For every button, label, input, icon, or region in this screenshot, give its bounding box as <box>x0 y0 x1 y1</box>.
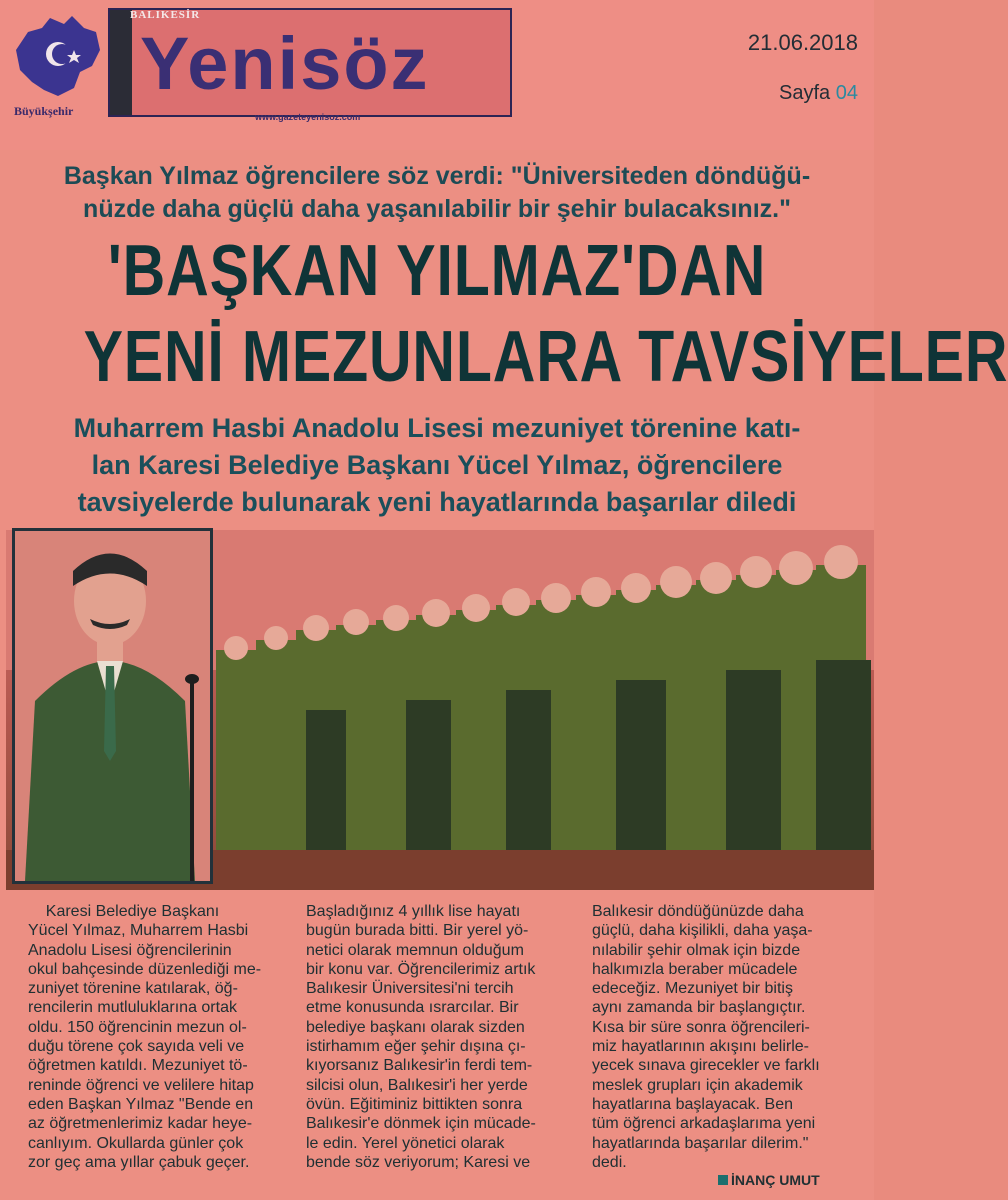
newspaper-name: Yenisöz <box>140 22 430 105</box>
headline-line: 'BAŞKAN YILMAZ'DAN <box>107 231 767 311</box>
page-number-value: 04 <box>835 82 858 104</box>
issue-date: 21.06.2018 <box>747 30 858 55</box>
byline-square-icon <box>718 1175 728 1185</box>
mayor-portrait-illustration <box>15 531 210 881</box>
article-body-column-1: Karesi Belediye Başkanı Yücel Yılmaz, Muharrem Hasbi Anadolu Lisesi öğrencilerinin okul bahçesinde düzenlediği me- zuniyet törenine katılarak, öğ- rencilerin mutluluklarına ortak oldu. 150 öğrencinin mezun ol- duğu törene çok sayıda veli ve öğretmen katıldı. Mezuniyet tö- reninde öğrenci ve velilere hitap eden Başkan Yılmaz "Bende en az öğretmenlerimiz kadar heye- canlıyım. Okullarda günler çok zor geç ama yıllar çabuk geçer. <box>28 903 262 1171</box>
website-link: www.gazeteyenisoz.com <box>255 112 361 122</box>
kicker-line: Başkan Yılmaz öğrencilere söz verdi: "Üniversiteden döndüğü- <box>63 162 811 190</box>
mayor-portrait-photo <box>12 528 213 884</box>
article-spot <box>10 410 864 521</box>
headline-line: YENİ MEZUNLARA TAVSİYELER <box>83 317 1008 397</box>
masthead <box>0 0 874 150</box>
turkey-map-flag-icon <box>8 10 104 102</box>
spot-line: tavsiyelerde bulunarak yeni hayatlarında başarılar diledi <box>77 487 797 517</box>
spot-line: Muharrem Hasbi Anadolu Lisesi mezuniyet törenine katı- <box>73 413 801 443</box>
byline-author: İNANÇ UMUT <box>731 1172 820 1188</box>
article-byline <box>718 1172 820 1188</box>
article-headline <box>83 228 1008 400</box>
kicker-line: nüzde daha güçlü daha yaşanılabilir bir şehir bulacaksınız." <box>83 195 791 223</box>
spot-line: lan Karesi Belediye Başkanı Yücel Yılmaz, öğrencilere <box>91 450 783 480</box>
logo-caption: Büyükşehir <box>14 104 74 118</box>
newspaper-logo <box>108 8 512 117</box>
city-label: BALIKESİR <box>130 9 201 21</box>
article-body-column-2: Başladığınız 4 yıllık lise hayatı bugün burada bitti. Bir yerel yö- netici olarak memnun olduğum bir konu var. Öğrencilerimiz artık Balıkesir Üniversitesi'ni tercih etme konusunda ısrarcılar. Bir belediye başkanı olarak sizden istirhamım eğer şehir dışına çı- kıyorsanız Balıkesir'in ferdi tem- silcisi olun, Balıkesir'i her yerde övün. Eğitiminiz bittikten sonra Balıkesir'e dönmek için mücade- le edin. Yerel yönetici olarak bende söz veriyorum; Karesi ve <box>306 903 536 1171</box>
page-label: Sayfa <box>779 82 831 104</box>
article-body-column-3: Balıkesir döndüğünüzde daha güçlü, daha kişilikli, daha yaşa- nılabilir şehir olmak için bizde halkımızla beraber mücadele edeceğiz. Mezuniyet bir bitiş aynı zamanda bir başlangıçtır. Kısa bir süre sonra öğrencileri- miz hayatlarının akışını belirle- yecek sınava girecekler ve farklı meslek grupları için akademik hayatlarına başlayacak. Ben tüm öğrenci arkadaşlarıma yeni hayatlarında başarılar dilerim." dedi. <box>592 903 820 1171</box>
page-number <box>779 82 858 105</box>
article-kicker <box>10 160 864 226</box>
